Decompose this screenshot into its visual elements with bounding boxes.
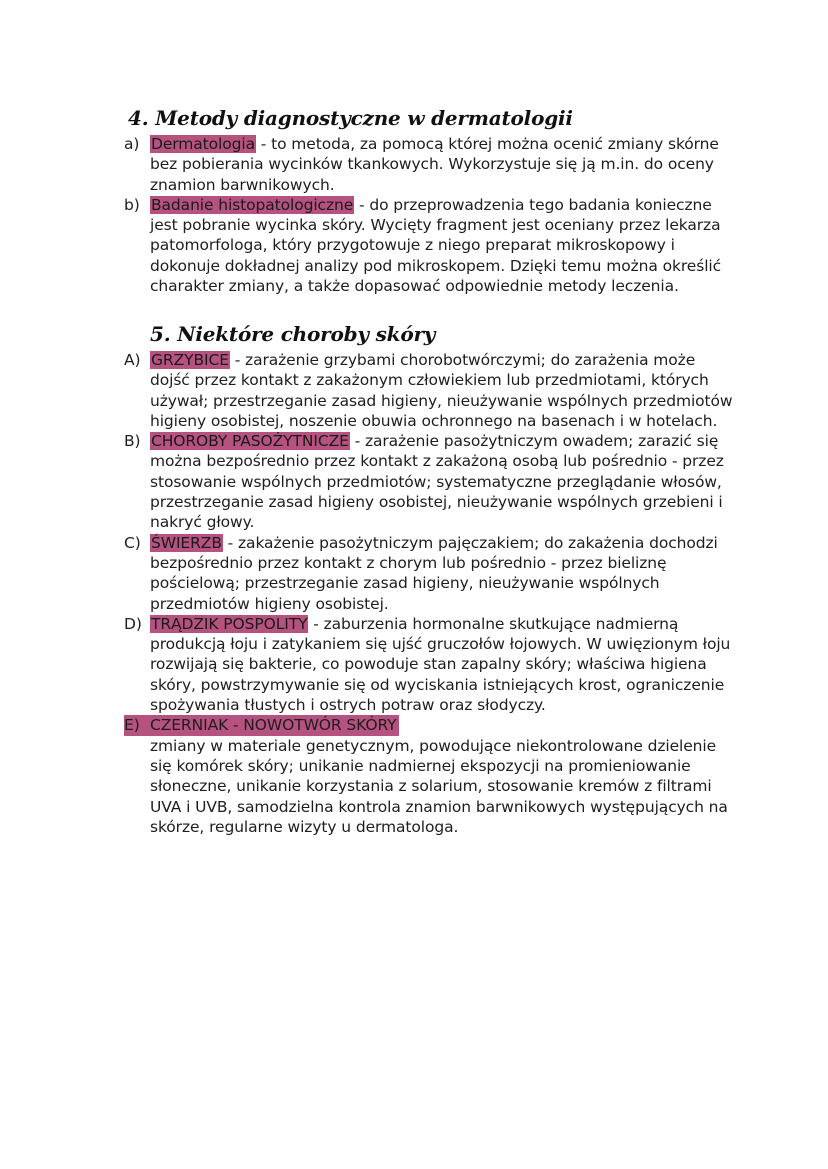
- highlighted-term: Dermatologia: [151, 135, 255, 153]
- item-description: - zarażenie pasożytniczym owadem; zarazić się można bezpośrednio przez kontakt z zakażoną osobą lub pośrednio - przez stosowanie wspólnych przedmiotów; systematyczne przeglądanie włosów, przestrzeganie zasad higieny osobistej, nieużywanie wspólnych grzebieni i nakryć głowy.: [150, 432, 724, 532]
- highlighted-term: ŚWIERZB: [151, 533, 222, 552]
- highlighted-term: CHOROBY PASOŻYTNICZE: [151, 432, 349, 451]
- section-4-heading: 4. Metody diagnostyczne w dermatologii: [128, 106, 573, 130]
- list-marker: b): [124, 195, 140, 214]
- list-item: [124, 715, 734, 837]
- diagnostic-methods-list: [124, 134, 734, 296]
- list-marker: E): [124, 716, 140, 735]
- item-description: - to metoda, za pomocą której można ocenić zmiany skórne bez pobierania wycinków tkankowych. Wykorzystuje się ją m.in. do oceny znamion barwnikowych.: [150, 135, 719, 194]
- highlighted-term: GRZYBICE: [151, 351, 229, 369]
- list-item: [124, 614, 734, 715]
- list-marker: B): [124, 432, 141, 451]
- section-5-heading: 5. Niektóre choroby skóry: [150, 322, 436, 346]
- list-marker: C): [124, 533, 141, 552]
- list-item: [124, 350, 734, 431]
- list-item: [124, 195, 734, 296]
- skin-diseases-list: [124, 350, 734, 837]
- highlighted-term-line: [124, 715, 734, 735]
- highlighted-term-block: [124, 715, 399, 735]
- highlighted-term: TRĄDZIK POSPOLITY: [151, 614, 308, 633]
- list-item: [124, 431, 734, 532]
- list-marker: D): [124, 614, 142, 633]
- list-item: [124, 533, 734, 614]
- item-description: - zaburzenia hormonalne skutkujące nadmierną produkcją łoju i zatykaniem się ujść gruczołów łojowych. W uwięzionym łoju rozwijają się bakterie, co powoduje stan zapalny skóry; właściwa higiena skóry, powstrzymywanie się od wyciskania istniejących krost, ograniczenie spożywania tłustych i ostrych potraw oraz słodyczy.: [150, 614, 731, 715]
- item-description: - zakażenie pasożytniczym pajęczakiem; do zakażenia dochodzi bezpośrednio przez kontakt z chorym lub pośrednio - przez bieliznę pościelową; przestrzeganie zasad higieny, nieużywanie wspólnych przedmiotów higieny osobistej.: [150, 533, 718, 613]
- list-item: [124, 134, 734, 195]
- item-description: - zarażenie grzybami chorobotwórczymi; do zarażenia może dojść przez kontakt z zakażonym człowiekiem lub przedmiotami, których używał; przestrzeganie zasad higieny, nieużywanie wspólnych przedmiotów higieny osobistej, noszenie obuwia ochronnego na basenach i w hotelach.: [150, 351, 733, 430]
- highlighted-term: CZERNIAK - NOWOTWÓR SKÓRY: [150, 716, 397, 735]
- item-description: zmiany w materiale genetycznym, powodujące niekontrolowane dzielenie się komórek skóry; unikanie nadmiernej ekspozycji na promieniowanie słoneczne, unikanie korzystania z solarium, stosowanie kremów z filtrami UVA i UVB, samodzielna kontrola znamion barwnikowych występujących na skórze, regularne wizyty u dermatologa.: [150, 736, 728, 836]
- list-marker: A): [124, 351, 141, 369]
- list-marker: a): [124, 135, 140, 153]
- highlighted-term: Badanie histopatologiczne: [151, 195, 354, 214]
- item-description: - do przeprowadzenia tego badania konieczne jest pobranie wycinka skóry. Wycięty fragment jest oceniany przez lekarza patomorfologa, który przygotowuje z niego preparat mikroskopowy i dokonuje dokładnej analizy pod mikroskopem. Dzięki temu można określić charakter zmiany, a także dopasować odpowiednie metody leczenia.: [150, 195, 722, 296]
